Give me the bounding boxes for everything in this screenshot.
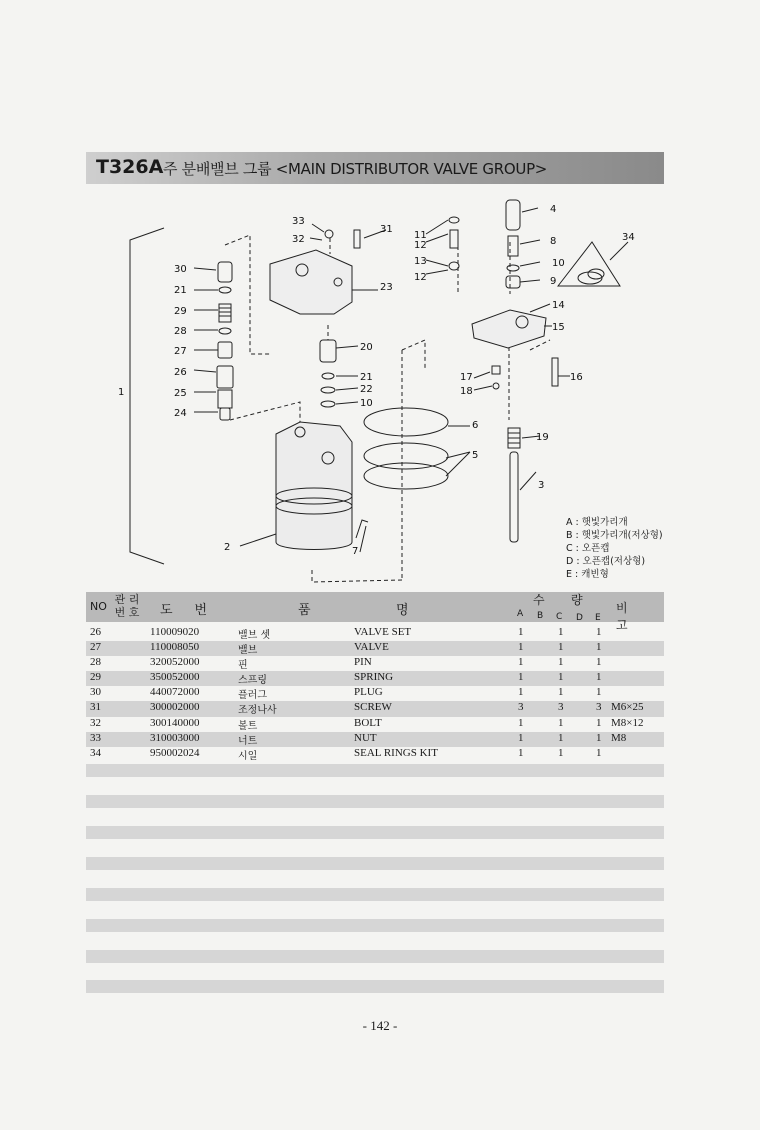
part-spring xyxy=(219,304,231,322)
part-plug xyxy=(218,262,232,282)
cell-qty-c: 1 xyxy=(558,656,564,669)
cell-note: M8×12 xyxy=(611,716,644,729)
table-row xyxy=(86,717,664,732)
callout-4: 4 xyxy=(550,204,557,215)
callout-7: 7 xyxy=(352,546,359,557)
cell-qty-a: 1 xyxy=(518,656,524,669)
callout-22: 22 xyxy=(360,384,373,395)
cell-name-kr: 핀 xyxy=(238,660,248,672)
callout-10a: 10 xyxy=(552,258,565,269)
cell-qty-c: 1 xyxy=(558,746,564,759)
cell-qty-e: 1 xyxy=(596,656,602,669)
callout-31: 31 xyxy=(380,224,393,235)
table-row xyxy=(86,656,664,671)
legend-a: A : 햇빛가리개 xyxy=(566,517,628,528)
part-4 xyxy=(506,200,520,230)
cell-part-no: 110008050 xyxy=(150,641,200,654)
callout-32: 32 xyxy=(292,234,305,245)
header-col-b: B xyxy=(537,611,544,621)
part-valve xyxy=(218,342,232,358)
cell-no: 28 xyxy=(90,656,101,669)
cell-qty-a: 1 xyxy=(518,671,524,684)
page-number: - 142 - xyxy=(362,1018,398,1033)
cell-name-kr: 볼트 xyxy=(238,720,258,732)
cell-no: 26 xyxy=(90,626,101,638)
callout-24: 24 xyxy=(174,408,187,419)
cell-name-en: VALVE SET xyxy=(354,626,412,638)
cell-part-no: 350052000 xyxy=(150,671,200,684)
cell-qty-e: 3 xyxy=(596,701,602,714)
cell-part-no: 300002000 xyxy=(150,701,200,714)
table-row xyxy=(86,671,664,686)
cell-qty-e: 1 xyxy=(596,716,602,729)
cell-qty-a: 1 xyxy=(518,746,524,759)
callout-17: 17 xyxy=(460,372,473,383)
legend-e: E : 캐빈형 xyxy=(566,569,609,580)
header-drawing-no: 도번 xyxy=(160,603,230,618)
header-no: NO xyxy=(90,600,107,613)
callout-5: 5 xyxy=(472,450,479,461)
cell-qty-e: 1 xyxy=(596,641,602,654)
empty-row-band xyxy=(86,919,664,932)
cell-qty-e: 1 xyxy=(596,746,602,759)
callout-2: 2 xyxy=(224,542,231,553)
table-row xyxy=(86,626,664,641)
empty-row-band xyxy=(86,826,664,839)
header-mgmt-line1: 관 리 xyxy=(114,593,140,606)
cell-name-kr: 시일 xyxy=(238,750,258,762)
cell-name-en: PLUG xyxy=(354,686,383,699)
callout-25: 25 xyxy=(174,388,187,399)
callout-23: 23 xyxy=(380,282,393,293)
header-col-a: A xyxy=(517,609,524,619)
cell-name-en: SEAL RINGS KIT xyxy=(354,746,438,759)
cell-part-no: 440072000 xyxy=(150,686,200,699)
callout-27: 27 xyxy=(174,346,187,357)
callout-6: 6 xyxy=(472,420,479,431)
empty-row-band xyxy=(86,857,664,870)
callout-26: 26 xyxy=(174,367,187,378)
legend-c: C : 오픈캡 xyxy=(566,543,610,554)
cell-name-en: PIN xyxy=(354,656,372,669)
table-row xyxy=(86,732,664,747)
header-name-1: 품 xyxy=(298,603,311,618)
part-seal-kit xyxy=(558,242,620,286)
empty-row-band xyxy=(86,888,664,901)
callout-34: 34 xyxy=(622,232,635,243)
header-qty-2: 량 xyxy=(571,593,583,607)
empty-row-band xyxy=(86,950,664,963)
legend-b: B : 햇빛가리개(저상형) xyxy=(566,530,663,541)
cell-no: 31 xyxy=(90,701,101,714)
callout-15: 15 xyxy=(552,322,565,333)
diagram-callouts xyxy=(118,204,635,557)
cell-qty-c: 1 xyxy=(558,731,564,744)
cell-name-en: VALVE xyxy=(354,641,389,654)
header-mgmt-line2: 번 호 xyxy=(114,606,140,619)
callout-1: 1 xyxy=(118,387,125,398)
part-oring-6 xyxy=(364,408,448,436)
part-stem xyxy=(510,452,518,542)
cell-qty-a: 3 xyxy=(518,701,524,714)
callout-13: 13 xyxy=(414,256,427,267)
cell-name-en: BOLT xyxy=(354,716,382,729)
model-legend xyxy=(566,516,663,581)
cell-name-kr: 플러그 xyxy=(238,690,267,702)
cell-note: M6×25 xyxy=(611,701,644,714)
callout-8: 8 xyxy=(550,236,557,247)
header-col-c: C xyxy=(556,612,563,622)
page-title: 주 분배밸브 그룹 <MAIN DISTRIBUTOR VALVE GROUP> xyxy=(163,160,548,178)
part-body-cover xyxy=(270,250,352,314)
cell-qty-c: 1 xyxy=(558,626,564,638)
table-row xyxy=(86,641,664,656)
part-plate xyxy=(472,310,546,348)
cell-part-no: 110009020 xyxy=(150,626,200,638)
callout-21a: 21 xyxy=(360,372,373,383)
callout-20: 20 xyxy=(360,342,373,353)
callout-33: 33 xyxy=(292,216,305,227)
cell-qty-a: 1 xyxy=(518,641,524,654)
cell-qty-c: 1 xyxy=(558,641,564,654)
callout-30: 30 xyxy=(174,264,187,275)
callout-18: 18 xyxy=(460,386,473,397)
assembly-bracket xyxy=(130,228,164,564)
cell-part-no: 300140000 xyxy=(150,716,200,729)
empty-row-band xyxy=(86,795,664,808)
cell-qty-e: 1 xyxy=(596,731,602,744)
table-row xyxy=(86,686,664,701)
parts-table-body xyxy=(86,626,664,762)
empty-row-band xyxy=(86,764,664,777)
cell-no: 29 xyxy=(90,671,101,684)
cell-name-kr: 너트 xyxy=(238,735,258,747)
callout-28: 28 xyxy=(174,326,187,337)
page-code: T326A xyxy=(96,156,164,178)
cell-qty-c: 3 xyxy=(558,701,564,714)
cell-qty-c: 1 xyxy=(558,686,564,699)
callout-9: 9 xyxy=(550,276,557,287)
header-qty-1: 수 xyxy=(533,593,545,607)
callout-21b: 21 xyxy=(174,285,187,296)
cell-no: 30 xyxy=(90,686,101,699)
table-row xyxy=(86,701,664,716)
part-ring-5 xyxy=(364,443,448,469)
cell-qty-e: 1 xyxy=(596,671,602,684)
callout-16: 16 xyxy=(570,372,583,383)
legend-d: D : 오픈캡(저상형) xyxy=(566,556,646,567)
cell-part-no: 310003000 xyxy=(150,731,200,744)
callout-3: 3 xyxy=(538,480,545,491)
cell-qty-c: 1 xyxy=(558,716,564,729)
empty-row-band xyxy=(86,980,664,993)
callout-12b: 12 xyxy=(414,272,427,283)
cell-no: 33 xyxy=(90,731,101,744)
cell-name-kr: 밸브 셋 xyxy=(238,630,271,641)
cell-qty-a: 1 xyxy=(518,626,524,638)
header-col-d: D xyxy=(576,613,583,623)
part-valve-body xyxy=(276,422,352,550)
cell-no: 34 xyxy=(90,746,101,759)
cell-name-kr: 밸브 xyxy=(238,645,258,657)
cell-name-en: SPRING xyxy=(354,671,394,684)
cell-qty-a: 1 xyxy=(518,686,524,699)
cell-qty-c: 1 xyxy=(558,671,564,684)
cell-no: 27 xyxy=(90,641,101,654)
header-note: 비고 xyxy=(616,601,642,632)
callout-10b: 10 xyxy=(360,398,373,409)
callout-29: 29 xyxy=(174,306,187,317)
cell-part-no: 950002024 xyxy=(150,746,200,759)
part-valve-set xyxy=(217,366,233,388)
cell-no: 32 xyxy=(90,716,101,729)
header-col-e: E xyxy=(595,613,601,623)
cell-name-kr: 스프링 xyxy=(238,675,267,687)
header-name-2: 명 xyxy=(396,603,409,618)
cell-qty-e: 1 xyxy=(596,626,602,638)
cell-qty-a: 1 xyxy=(518,731,524,744)
callout-12a: 12 xyxy=(414,240,427,251)
cell-note: M8 xyxy=(611,731,627,744)
cell-qty-e: 1 xyxy=(596,686,602,699)
cell-qty-a: 1 xyxy=(518,716,524,729)
callout-11: 11 xyxy=(414,230,427,241)
header-mgmt-no xyxy=(112,593,142,619)
callout-14: 14 xyxy=(552,300,565,311)
callout-19: 19 xyxy=(536,432,549,443)
table-row xyxy=(86,747,664,762)
cell-name-en: NUT xyxy=(354,731,377,744)
cell-name-kr: 조정나사 xyxy=(238,705,277,717)
cell-name-en: SCREW xyxy=(354,701,392,714)
cell-part-no: 320052000 xyxy=(150,656,200,669)
